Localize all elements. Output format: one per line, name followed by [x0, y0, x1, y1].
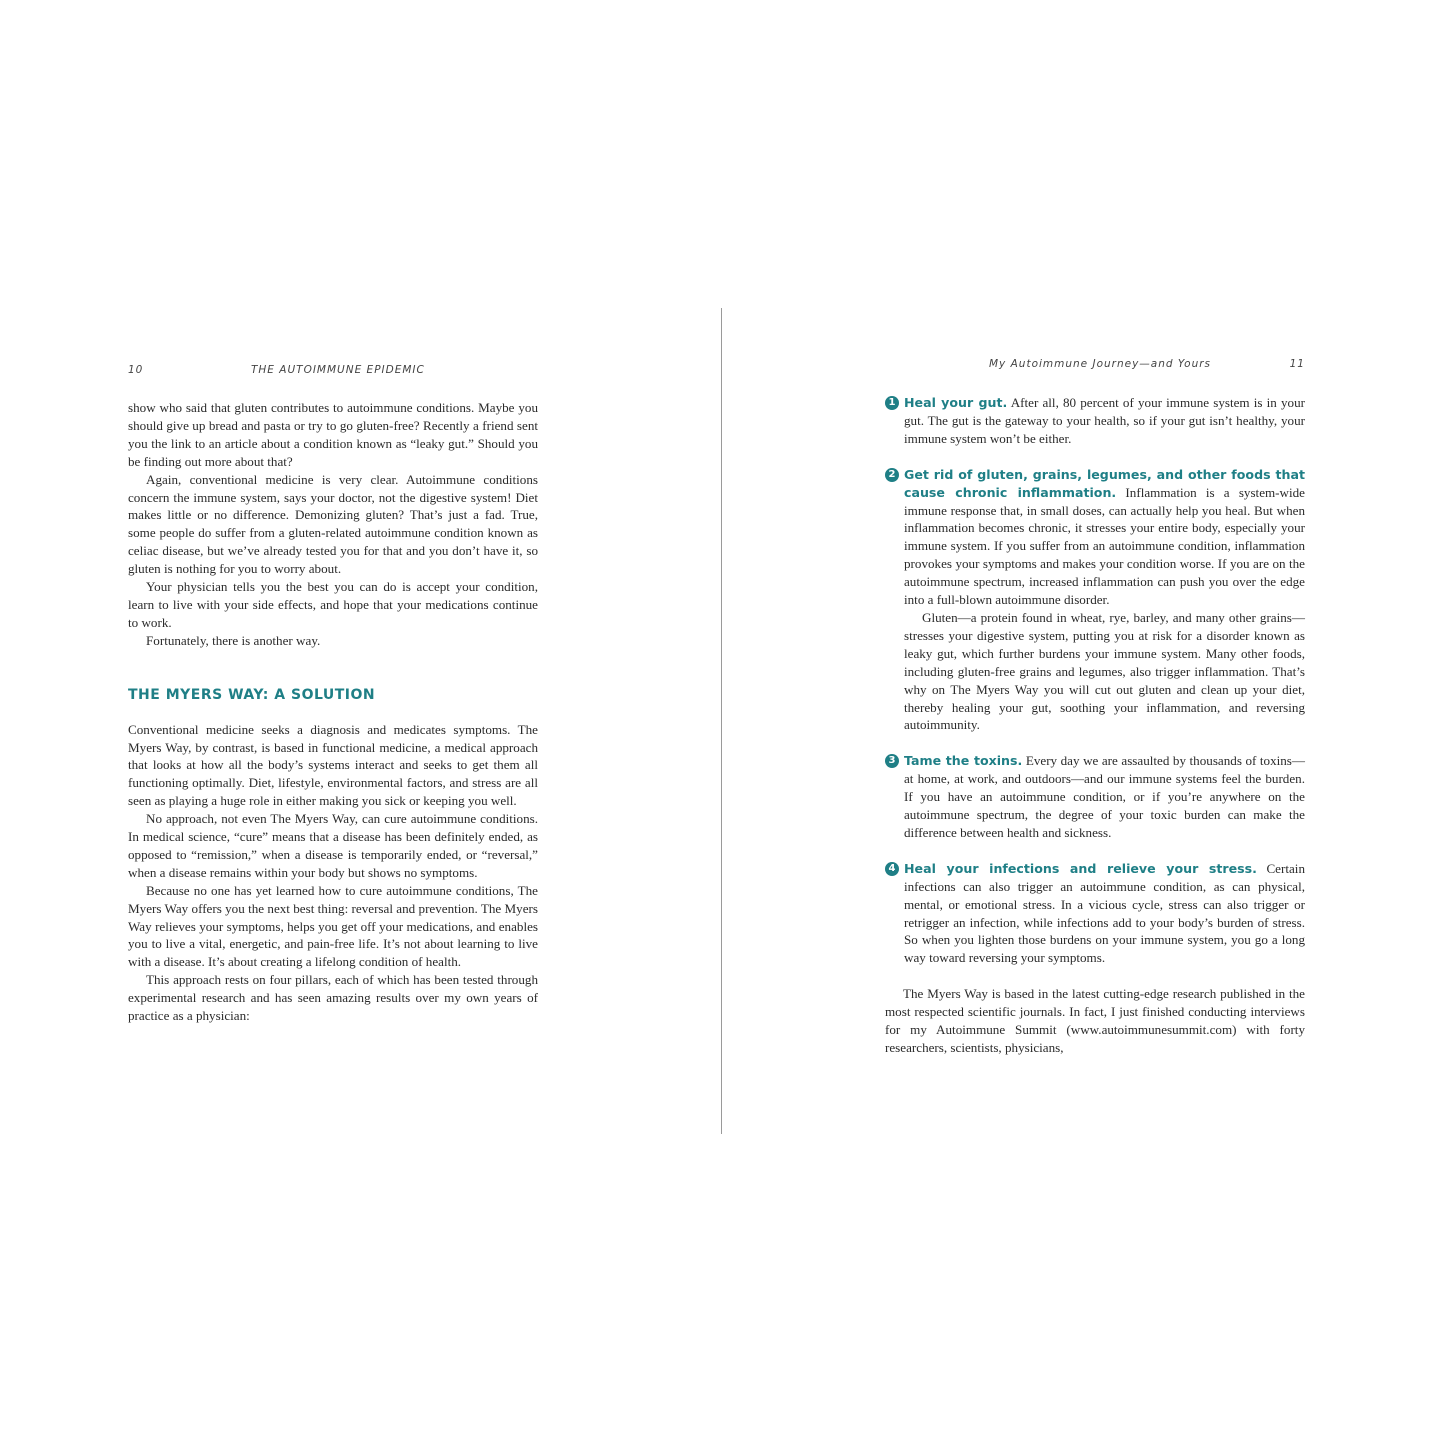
left-page-number: 10 — [128, 364, 144, 376]
pillar-title: Tame the toxins. — [904, 753, 1023, 769]
number-badge-icon: 3 — [885, 754, 899, 768]
paragraph: Conventional medicine seeks a diagnosis and medicates symptoms. The Myers Way, by contrast, is based in functional medicine, a medical approach that looks at how all the body’s systems interact and seeks to get them all functioning optimally. Diet, lifestyle, environmental factors, and stress are all seen as playing a huge role in either making you sick or keeping you well. — [128, 721, 538, 809]
paragraph: Your physician tells you the best you can do is accept your condition, learn to live with your side effects, and hope that your medications continue to work. — [128, 579, 538, 630]
right-body-text — [885, 394, 1305, 1057]
number-badge-icon: 1 — [885, 396, 899, 410]
right-running-head — [885, 355, 1305, 375]
paragraph: show who said that gluten contributes to autoimmune conditions. Maybe you should give up bread and pasta or try to go gluten-free? Recently a friend sent you the link to an article about a condition known as “leaky gut.” Should you be finding out more about that? — [128, 400, 538, 469]
paragraph: Again, conventional medicine is very clear. Autoimmune conditions concern the immune system, says your doctor, not the digestive system! Diet makes little or no difference. Demonizing gluten? That’s just a fad. True, some people do suffer from a gluten-related autoimmune condition known as celiac disease, but we’ve already tested you for that and you don’t have it, so gluten is nothing for you to worry about. — [128, 471, 538, 577]
paragraph: No approach, not even The Myers Way, can cure autoimmune conditions. In medical science, “cure” means that a disease has been definitely ended, as opposed to “remission,” when a disease is temporarily ended, or “reversal,” when a disease remains within your body but shows no symptoms. — [128, 811, 538, 880]
pillar-text: Inflammation is a system-wide immune response that, in small doses, can actually help you heal. But when inflammation becomes chronic, it stresses your entire body, especially your immune system. If you suffer from an autoimmune condition, inflammation provokes your symptoms and makes your condition worse. If you are on the autoimmune spectrum, increased inflammation can push you over the edge into a full-blown autoimmune disorder. — [904, 484, 1305, 608]
paragraph: This approach rests on four pillars, each of which has been tested through experimental research and has seen amazing results over my own years of practice as a physician: — [128, 972, 538, 1024]
left-running-title: THE AUTOIMMUNE EPIDEMIC — [251, 364, 425, 376]
left-page — [128, 355, 538, 1025]
closing-paragraph: The Myers Way is based in the latest cutting-edge research published in the most respected scientific journals. In fact, I just finished conducting interviews for my Autoimmune Summit (www.autoimmunesummit.com) with forty researchers, scientists, physicians, — [885, 986, 1305, 1055]
pillar-item — [885, 752, 1305, 842]
pillar-extra-paragraph: Gluten—a protein found in wheat, rye, barley, and many other grains—stresses your digestive system, putting you at risk for a disorder known as leaky gut, which further burdens your immune system. Many other foods, including gluten-free grains and legumes, also trigger inflammation. That’s why on The Myers Way you will cut out gluten and clean up your diet, thereby healing your gut, soothing your inflammation, and reversing autoimmunity. — [904, 609, 1305, 733]
pillar-text: Every day we are assaulted by thousands of toxins—at home, at work, and outdoors—and our immune systems feel the burden. If you have an autoimmune condition, or if you’re anywhere on the autoimmune spectrum, the degree of your toxic burden can make the difference between health and sickness. — [904, 753, 1305, 840]
right-page-number: 11 — [1289, 358, 1305, 370]
left-body-text — [128, 399, 538, 1025]
pillar-item — [885, 466, 1305, 735]
pillar-title: Get rid of gluten, grains, legumes, and other foods that cause chronic inflammation. — [904, 466, 1305, 500]
pillar-text: Certain infections can also trigger an autoimmune condition, as can physical, mental, or emotional stress. In a vicious cycle, stress can also trigger or retrigger an infection, while infections add to your body’s burden of stress. So when you lighten those burdens on your immune system, you go a long way toward reversing your symptoms. — [904, 860, 1305, 966]
section-heading: THE MYERS WAY: A SOLUTION — [128, 686, 376, 703]
pillar-text: After all, 80 percent of your immune system is in your gut. The gut is the gateway to your health, so if your gut isn’t healthy, your immune system won’t be either. — [904, 395, 1305, 446]
pillar-title: Heal your infections and relieve your stress. — [904, 860, 1257, 876]
paragraph: Fortunately, there is another way. — [146, 632, 321, 648]
paragraph: Because no one has yet learned how to cure autoimmune conditions, The Myers Way offers you the next best thing: reversal and prevention. The Myers Way relieves your symptoms, helps you get off your medications, and enables you to live a vital, energetic, and pain-free life. It’s not about learning to live with a disease. It’s about creating a lifelong condition of health. — [128, 882, 538, 970]
number-badge-icon: 4 — [885, 862, 899, 876]
right-page — [885, 355, 1305, 1057]
number-badge-icon: 2 — [885, 468, 899, 482]
pillar-item — [885, 394, 1305, 448]
pillar-title: Heal your gut. — [904, 395, 1008, 410]
right-running-title: My Autoimmune Journey—and Yours — [989, 358, 1212, 370]
spread-gutter-line — [721, 308, 722, 1134]
pillar-item — [885, 860, 1305, 967]
left-running-head — [128, 355, 538, 375]
